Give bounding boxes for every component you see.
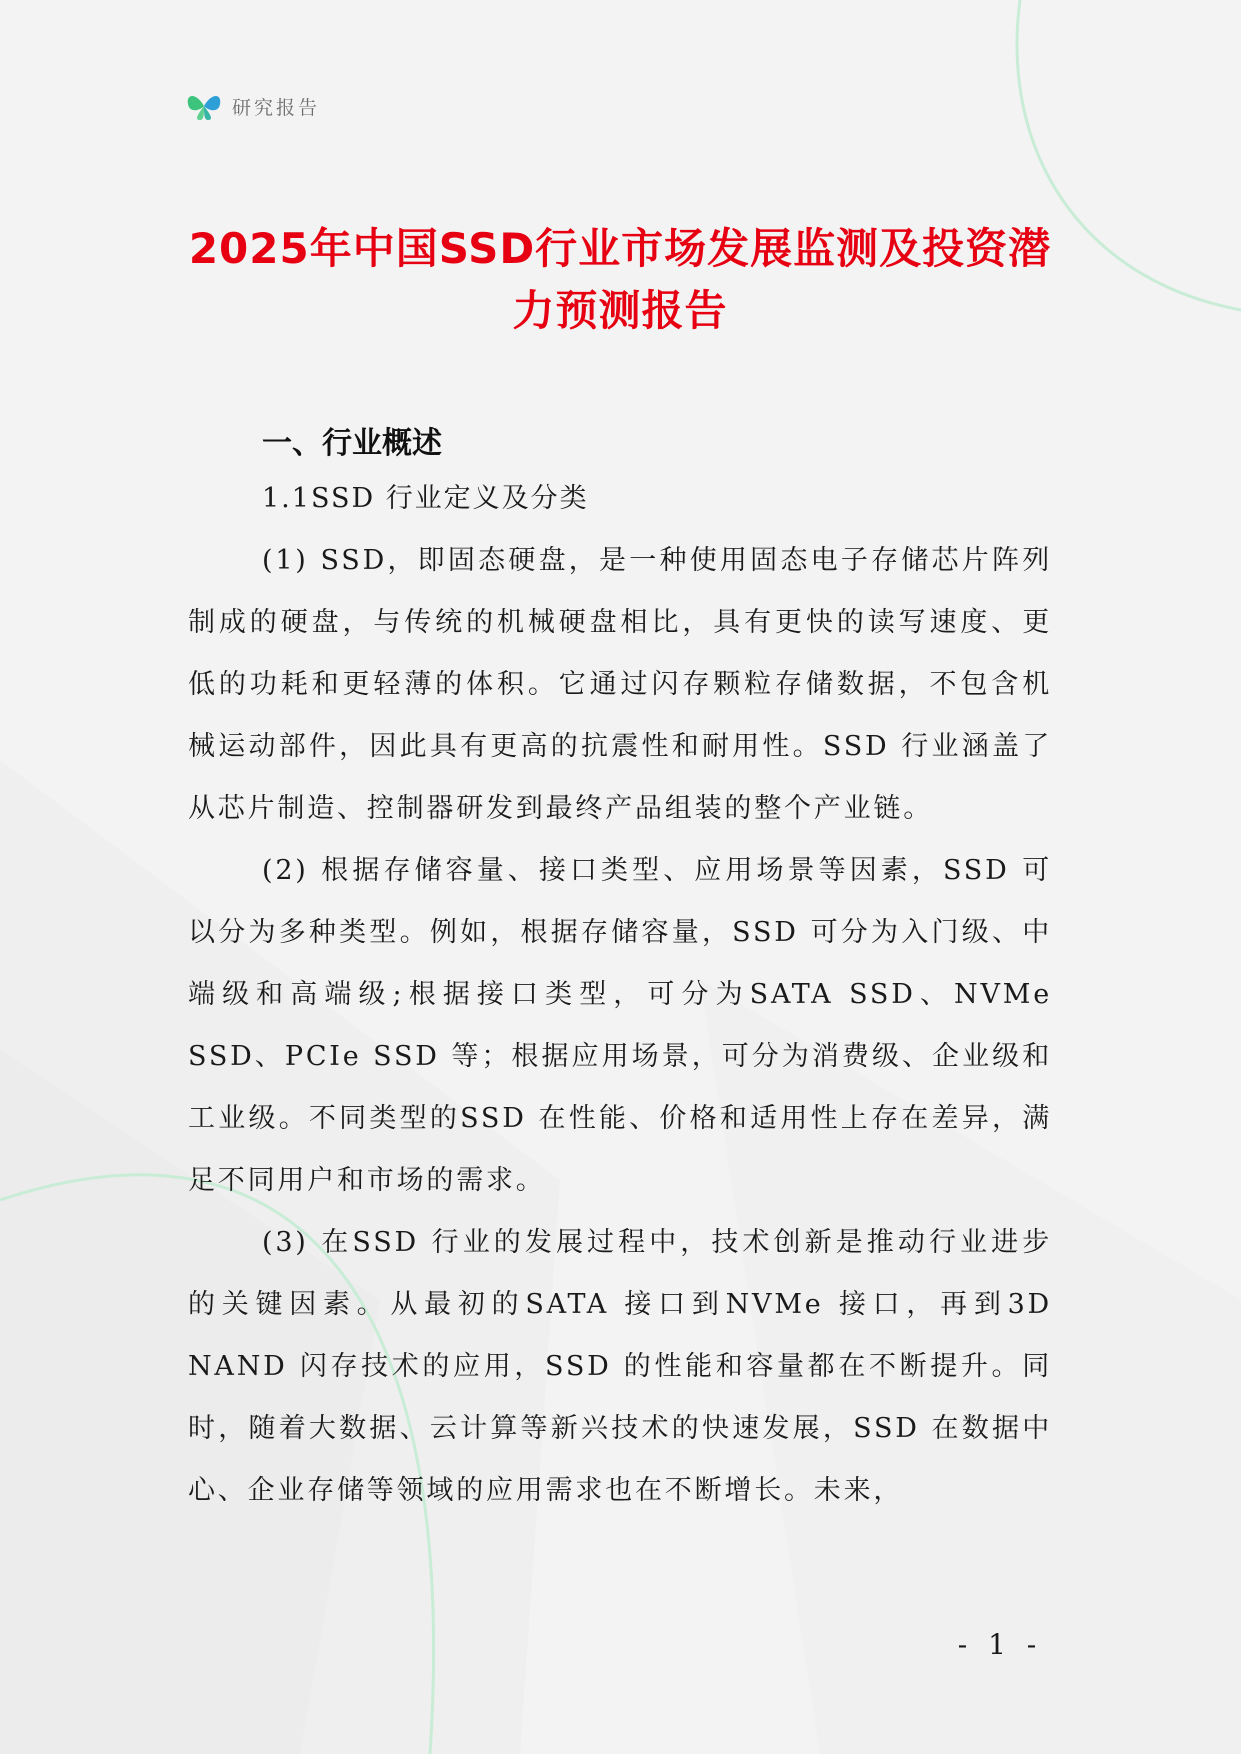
document-header	[186, 88, 320, 124]
subsection-heading: 1.1SSD 行业定义及分类	[262, 483, 589, 514]
paragraph-3: (3) 在SSD 行业的发展过程中，技术创新是推动行业进步的关键因素。从最初的SATA 接口到NVMe 接口，再到3D NAND 闪存技术的应用，SSD 的性能和容量都在不断提升。同时，随着大数据、云计算等新兴技术的快速发展，SSD 在数据中心、企业存储等领域的应用需求也在不断增长。未来，	[188, 1227, 1052, 1506]
paragraph-2: (2) 根据存储容量、接口类型、应用场景等因素，SSD 可以分为多种类型。例如，根据存储容量，SSD 可分为入门级、中端级和高端级;根据接口类型，可分为SATA SSD、NVMe SSD、PCIe SSD 等；根据应用场景，可分为消费级、企业级和工业级。不同类型的SSD 在性能、价格和适用性上存在差异，满足不同用户和市场的需求。	[188, 855, 1052, 1196]
butterfly-logo-icon	[186, 90, 222, 122]
page-number: - 1 -	[957, 1628, 1043, 1661]
header-label: 研究报告	[232, 96, 321, 119]
document-title: 2025年中国SSD行业市场发展监测及投资潜力预测报告	[188, 224, 1052, 335]
paragraph-1: (1) SSD，即固态硬盘，是一种使用固态电子存储芯片阵列制成的硬盘，与传统的机械硬盘相比，具有更快的读写速度、更低的功耗和更轻薄的体积。它通过闪存颗粒存储数据，不包含机械运动部件，因此具有更高的抗震性和耐用性。SSD 行业涵盖了从芯片制造、控制器研发到最终产品组装的整个产业链。	[188, 545, 1052, 824]
section-heading: 一、行业概述	[262, 426, 442, 461]
document-body	[188, 468, 1052, 1522]
